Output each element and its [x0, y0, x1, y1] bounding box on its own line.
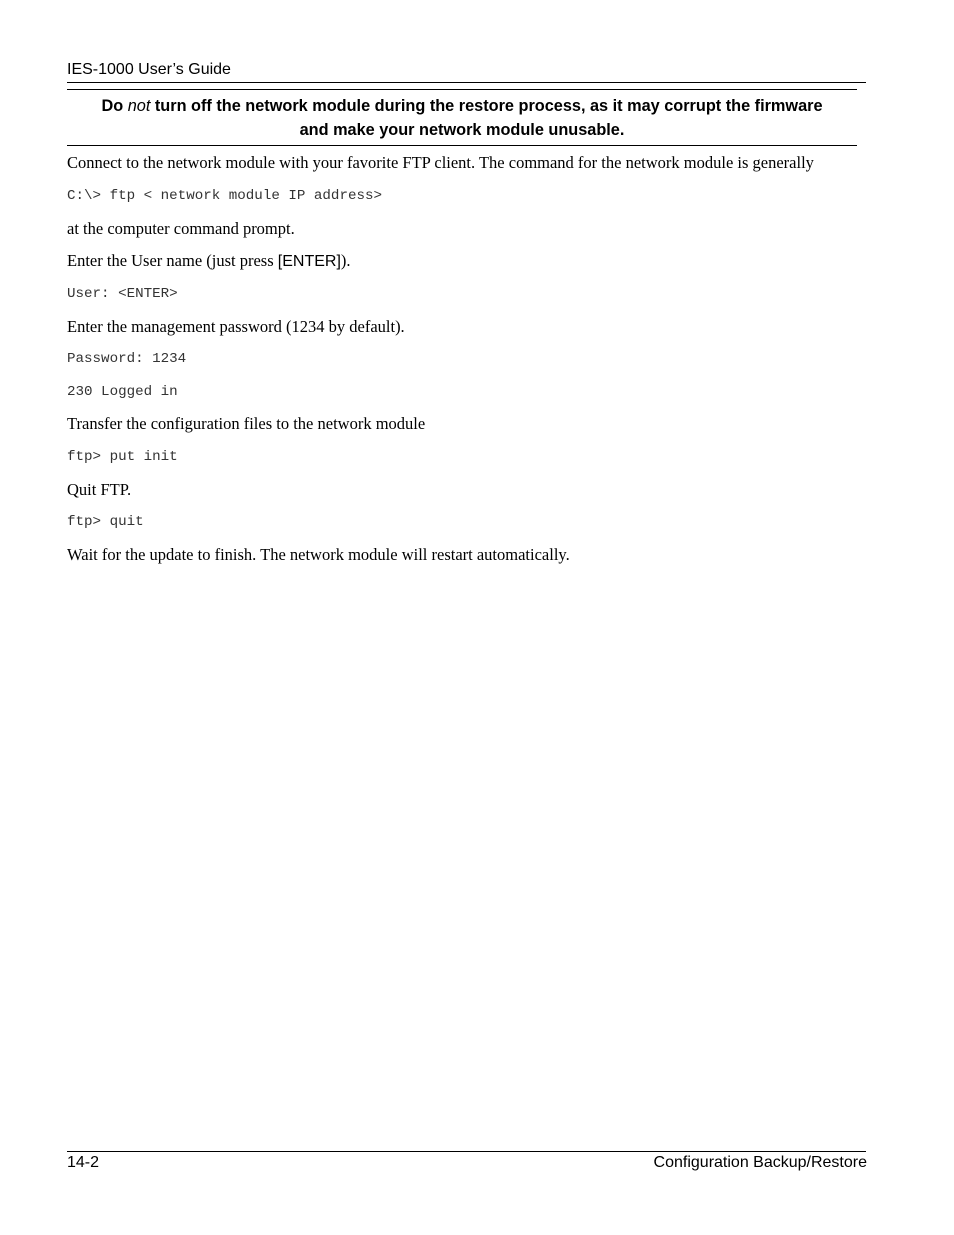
- paragraph-transfer-files: Transfer the configuration files to the network module: [67, 414, 426, 433]
- warning-emphasis: not: [127, 97, 151, 115]
- username-text-before: Enter the User name (just press: [67, 251, 278, 270]
- page-header-title: IES-1000 User’s Guide: [67, 61, 231, 78]
- code-put-init: ftp> put init: [67, 449, 178, 465]
- paragraph-connect: Connect to the network module with your favorite FTP client. The command for the network module is generally: [67, 153, 814, 172]
- warning-line-2: and make your network module unusable.: [299, 121, 625, 139]
- code-password: Password: 1234: [67, 351, 187, 367]
- code-logged-in: 230 Logged in: [67, 384, 178, 400]
- code-user-enter: User: <ENTER>: [67, 286, 178, 302]
- footer-page-number: 14-2: [67, 1154, 100, 1171]
- paragraph-wait-update: Wait for the update to finish. The network module will restart automatically.: [67, 545, 570, 564]
- footer-section-title: Configuration Backup/Restore: [653, 1154, 867, 1171]
- warning-prefix: Do: [101, 97, 128, 115]
- paragraph-enter-username: [67, 251, 351, 272]
- header-divider: [67, 82, 866, 83]
- warning-line1-rest: turn off the network module during the restore process, as it may corrupt the firmware: [150, 97, 823, 115]
- paragraph-enter-password: Enter the management password (1234 by default).: [67, 317, 405, 336]
- paragraph-quit-ftp: Quit FTP.: [67, 480, 132, 499]
- username-text-after: ).: [340, 251, 351, 270]
- code-ftp-command: C:\> ftp < network module IP address>: [67, 188, 383, 204]
- warning-note: [67, 89, 857, 146]
- warning-line-1: [67, 94, 857, 118]
- paragraph-command-prompt: at the computer command prompt.: [67, 219, 295, 238]
- code-quit: ftp> quit: [67, 514, 144, 530]
- footer-divider: [67, 1151, 866, 1152]
- enter-key-label: [ENTER]: [277, 253, 341, 270]
